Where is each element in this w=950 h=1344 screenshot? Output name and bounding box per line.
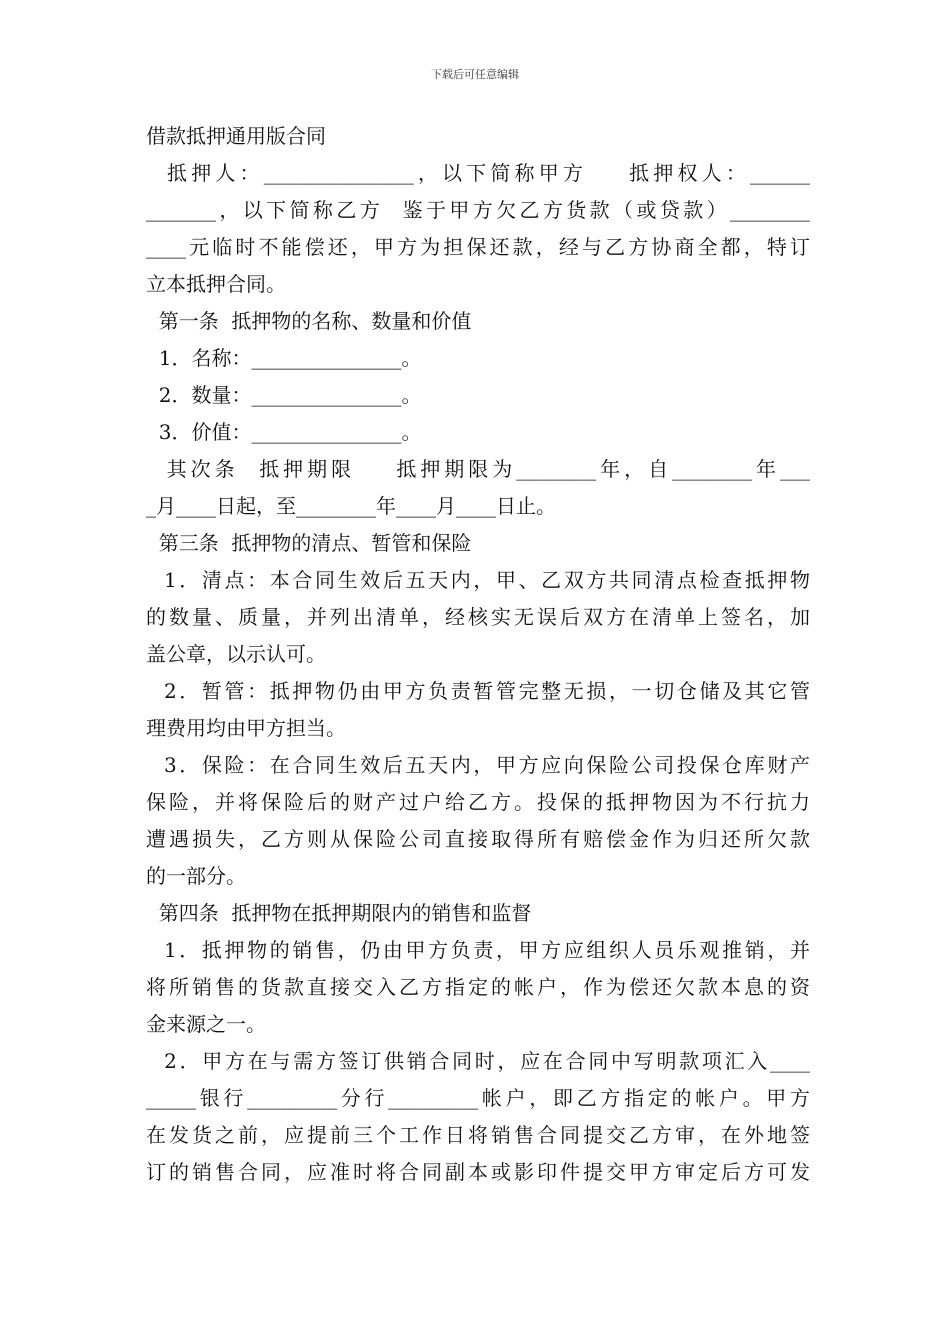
text-line: 金来源之一。 bbox=[146, 1012, 266, 1036]
text-line: 立本抵押合同。 bbox=[146, 272, 286, 296]
text-line: 3．保险：在合同生效后五天内，甲方应向保险公司投保仓库财产 bbox=[146, 753, 810, 777]
text-line: 第一条 抵押物的名称、数量和价值 bbox=[146, 309, 472, 333]
text-line: 第三条 抵押物的清点、暂管和保险 bbox=[146, 531, 472, 555]
text-line: _____银行_________分行_________帐户，即乙方指定的帐户。甲方 bbox=[146, 1086, 810, 1110]
text-line: 的一部分。 bbox=[146, 864, 246, 888]
text-line: 在发货之前，应提前三个工作日将销售合同提交乙方审，在外地签 bbox=[146, 1123, 810, 1147]
text-line: 盖公章，以示认可。 bbox=[146, 642, 326, 666]
text-line: 第四条 抵押物在抵押期限内的销售和监督 bbox=[146, 901, 532, 925]
document-body bbox=[146, 118, 810, 1191]
text-line: 1．名称：_______________。 bbox=[146, 346, 422, 370]
text-line: 1．抵押物的销售，仍由甲方负责，甲方应组织人员乐观推销，并 bbox=[146, 938, 810, 962]
text-line: 的数量、质量，并列出清单，经核实无误后双方在清单上签名，加 bbox=[146, 605, 810, 629]
text-line: _月____日起，至________年____月____日止。 bbox=[146, 494, 556, 518]
document-title: 借款抵押通用版合同 bbox=[146, 124, 326, 148]
text-line: 1．清点：本合同生效后五天内，甲、乙双方共同清点检查抵押物 bbox=[146, 568, 810, 592]
text-line: 2．数量：_______________。 bbox=[146, 383, 422, 407]
text-line: 3．价值：_______________。 bbox=[146, 420, 422, 444]
text-line: _______，以下简称乙方 鉴于甲方欠乙方货款（或贷款）________ bbox=[146, 198, 810, 222]
text-line: 将所销售的货款直接交入乙方指定的帐户，作为偿还欠款本息的资 bbox=[146, 975, 810, 999]
text-line: 理费用均由甲方担当。 bbox=[146, 716, 346, 740]
text-line: 订的销售合同，应准时将合同副本或影印件提交甲方审定后方可发 bbox=[146, 1160, 810, 1184]
text-line: 抵押人：_______________，以下简称甲方 抵押权人：______ bbox=[146, 161, 810, 185]
text-line: 遭遇损失，乙方则从保险公司直接取得所有赔偿金作为归还所欠款 bbox=[146, 827, 810, 851]
text-line: ____元临时不能偿还，甲方为担保还款，经与乙方协商全都，特订 bbox=[146, 235, 810, 259]
text-line: 2．暂管：抵押物仍由甲方负责暂管完整无损，一切仓储及其它管 bbox=[146, 679, 810, 703]
text-line: 其次条 抵押期限 抵押期限为________年，自________年___ bbox=[146, 457, 810, 481]
document-lines bbox=[146, 155, 810, 1191]
text-line: 保险，并将保险后的财产过户给乙方。投保的抵押物因为不行抗力 bbox=[146, 790, 810, 814]
header-note: 下载后可任意编辑 bbox=[431, 68, 519, 81]
text-line: 2．甲方在与需方签订供销合同时，应在合同中写明款项汇入____ bbox=[146, 1049, 810, 1073]
